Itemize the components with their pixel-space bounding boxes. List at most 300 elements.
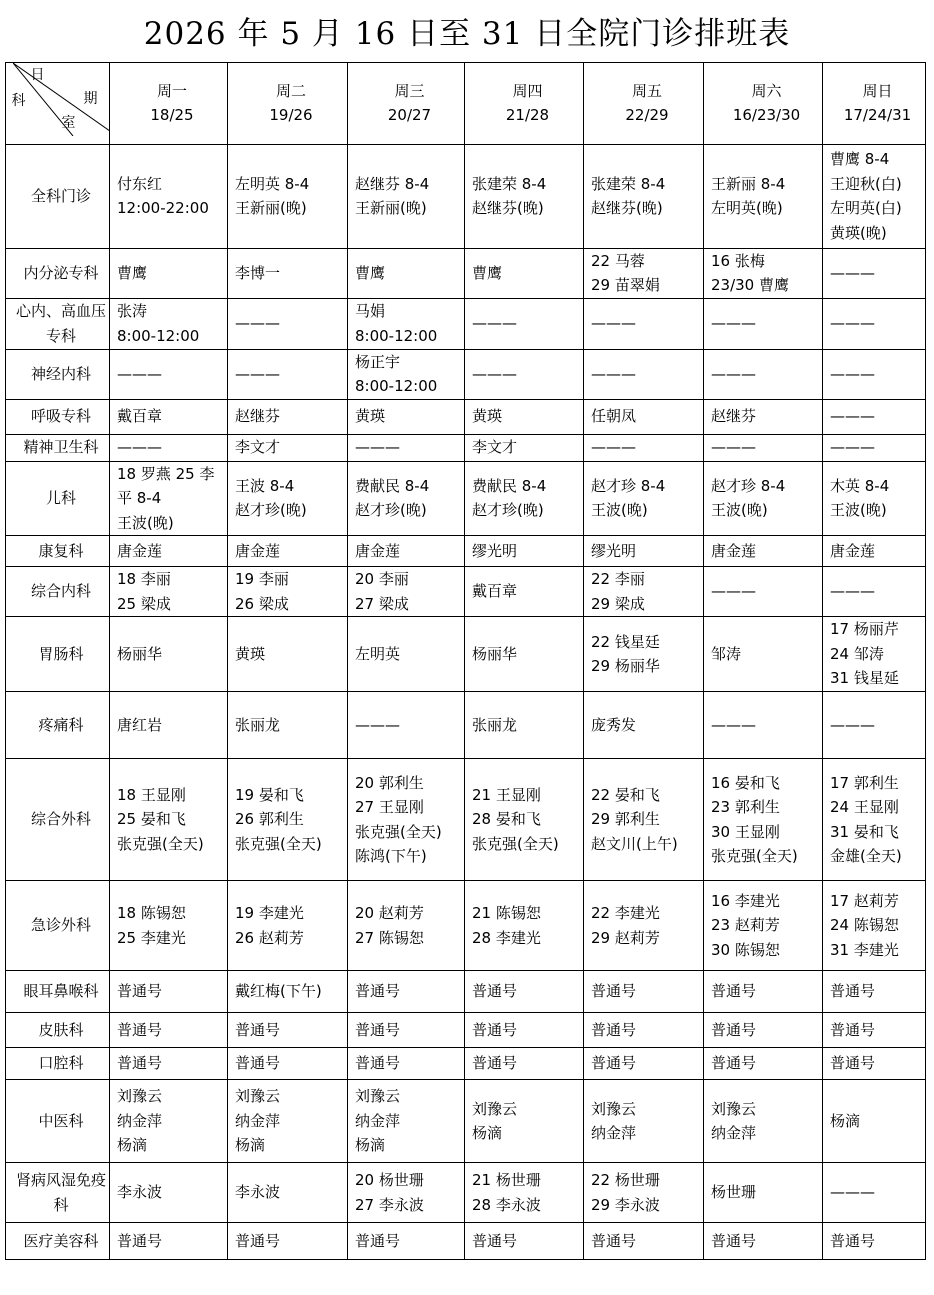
doctor-entry: 纳金萍 xyxy=(711,1124,757,1142)
doctor-entry: ——— xyxy=(830,407,875,426)
schedule-cell xyxy=(110,1163,228,1223)
schedule-cell xyxy=(584,617,704,692)
doctor-entry: ——— xyxy=(235,364,280,383)
doctor-entry: 22 晏和飞 xyxy=(591,785,660,804)
schedule-cell xyxy=(110,881,228,971)
day-header xyxy=(110,63,228,145)
doctor-entry: ——— xyxy=(830,715,875,734)
doctor-entry: 29 梁成 xyxy=(591,594,645,613)
department-name: 心内、高血压专科 xyxy=(6,298,110,349)
schedule-cell xyxy=(110,1080,228,1163)
department-name: 医疗美容科 xyxy=(6,1223,110,1260)
schedule-cell xyxy=(704,692,823,759)
schedule-cell xyxy=(823,1163,926,1223)
schedule-cell xyxy=(110,1013,228,1048)
schedule-cell xyxy=(228,248,348,298)
schedule-cell xyxy=(465,434,584,461)
page-title: 2026 年 5 月 16 日至 31 日全院门诊排班表 xyxy=(143,16,791,52)
doctor-entry: ——— xyxy=(591,314,636,333)
doctor-entry: ——— xyxy=(355,438,400,457)
doctor-entry: 王新丽(晚) xyxy=(235,199,307,217)
doctor-entry: 王波(晚) xyxy=(711,501,768,520)
doctor-entry: 赵文川(上午) xyxy=(591,834,678,853)
doctor-entry: 8:00-12:00 xyxy=(117,326,200,345)
doctor-entry: 纳金萍 xyxy=(591,1124,637,1142)
doctor-entry: 普通号 xyxy=(472,982,518,1001)
doctor-entry: 普通号 xyxy=(472,1231,518,1250)
schedule-cell xyxy=(465,1013,584,1048)
doctor-entry: 曹鹰 8-4 xyxy=(830,150,890,168)
day-header xyxy=(228,63,348,145)
doctor-entry: 左明英 xyxy=(355,644,401,663)
doctor-entry: 曹鹰 xyxy=(117,263,148,282)
schedule-cell xyxy=(348,461,465,536)
doctor-entry: 张克强(全天) xyxy=(711,847,798,865)
schedule-cell xyxy=(584,1013,704,1048)
schedule-cell xyxy=(704,298,823,349)
schedule-cell xyxy=(704,349,823,399)
doctor-entry: 杨滴 xyxy=(472,1124,503,1142)
doctor-entry: 26 梁成 xyxy=(235,594,289,613)
schedule-cell xyxy=(584,144,704,248)
doctor-entry: 杨滴 xyxy=(235,1136,266,1155)
schedule-cell xyxy=(823,692,926,759)
table-row xyxy=(6,617,926,692)
doctor-entry: 杨世珊 xyxy=(711,1183,757,1202)
doctor-entry: 普通号 xyxy=(235,1020,281,1039)
doctor-entry: 赵继芬 8-4 xyxy=(355,174,430,193)
doctor-entry: 木英 8-4 xyxy=(830,476,890,495)
doctor-entry: 黄瑛 xyxy=(235,644,266,663)
doctor-entry: 赵继芬(晚) xyxy=(472,199,544,217)
doctor-entry: 王波 8-4 xyxy=(235,476,295,495)
doctor-entry: 左明英 8-4 xyxy=(235,174,310,193)
schedule-cell xyxy=(704,1080,823,1163)
schedule-cell xyxy=(704,434,823,461)
doctor-entry: 24 邹涛 xyxy=(830,644,884,663)
schedule-cell xyxy=(228,298,348,349)
doctor-entry: ——— xyxy=(235,314,280,333)
doctor-entry: 唐金莲 xyxy=(117,541,163,560)
schedule-cell xyxy=(704,399,823,434)
doctor-entry: 赵才珍(晚) xyxy=(235,501,307,520)
doctor-entry: 26 赵莉芳 xyxy=(235,928,304,947)
doctor-entry: 26 郭利生 xyxy=(235,810,304,829)
schedule-cell xyxy=(348,1163,465,1223)
schedule-cell xyxy=(348,1223,465,1260)
day-name: 周日 xyxy=(862,81,893,100)
table-row xyxy=(6,759,926,881)
corner-label-dept: 科 xyxy=(11,92,26,109)
doctor-entry: 30 陈锡恕 xyxy=(711,940,780,959)
day-dates: 16/23/30 xyxy=(732,106,801,125)
doctor-entry: 普通号 xyxy=(830,1054,876,1073)
doctor-entry: 28 晏和飞 xyxy=(472,810,541,829)
schedule-cell xyxy=(584,1080,704,1163)
doctor-entry: 费献民 8-4 xyxy=(472,476,547,495)
doctor-entry: 赵才珍 8-4 xyxy=(711,476,786,495)
doctor-entry: 20 杨世珊 xyxy=(355,1171,424,1189)
schedule-cell xyxy=(110,971,228,1013)
schedule-cell xyxy=(823,298,926,349)
doctor-entry: 27 王显刚 xyxy=(355,798,424,816)
schedule-cell xyxy=(228,349,348,399)
schedule-cell xyxy=(823,144,926,248)
doctor-entry: 黄瑛 xyxy=(355,407,386,426)
doctor-entry: 王波(晚) xyxy=(591,501,648,520)
doctor-entry: 唐金莲 xyxy=(711,541,757,560)
schedule-cell xyxy=(228,144,348,248)
department-name: 皮肤科 xyxy=(6,1013,110,1048)
schedule-cell xyxy=(110,759,228,881)
doctor-entry: 唐金莲 xyxy=(355,541,401,560)
schedule-cell xyxy=(228,881,348,971)
doctor-entry: 黄瑛(晚) xyxy=(830,223,887,242)
doctor-entry: 普通号 xyxy=(830,1231,876,1250)
doctor-entry: 纳金萍 xyxy=(355,1111,401,1130)
doctor-entry: 邹涛 xyxy=(711,644,742,663)
department-name: 神经内科 xyxy=(6,349,110,399)
table-row xyxy=(6,1163,926,1223)
schedule-cell xyxy=(584,248,704,298)
doctor-entry: 31 晏和飞 xyxy=(830,822,899,841)
doctor-entry: 普通号 xyxy=(235,1231,281,1250)
doctor-entry: ——— xyxy=(117,364,162,383)
doctor-entry: 缪光明 xyxy=(591,541,637,560)
schedule-cell xyxy=(584,1223,704,1260)
doctor-entry: 23 郭利生 xyxy=(711,798,780,816)
day-header xyxy=(584,63,704,145)
schedule-cell xyxy=(704,1013,823,1048)
doctor-entry: 杨滴 xyxy=(117,1136,148,1155)
schedule-table xyxy=(5,62,926,1260)
doctor-entry: 17 杨丽芹 xyxy=(830,620,899,639)
schedule-cell xyxy=(110,399,228,434)
schedule-cell xyxy=(823,461,926,536)
department-name: 综合外科 xyxy=(6,759,110,881)
doctor-entry: 张克强(全天) xyxy=(235,834,322,853)
doctor-entry: 李文才 xyxy=(472,438,518,457)
schedule-cell xyxy=(584,461,704,536)
corner-label-period: 期 xyxy=(83,90,98,107)
doctor-entry: 23/30 曹鹰 xyxy=(711,276,789,294)
doctor-entry: 27 陈锡恕 xyxy=(355,928,424,947)
schedule-cell xyxy=(465,248,584,298)
doctor-entry: 21 杨世珊 xyxy=(472,1171,541,1189)
schedule-cell xyxy=(704,881,823,971)
schedule-cell xyxy=(465,536,584,567)
schedule-cell xyxy=(465,144,584,248)
doctor-entry: 赵才珍(晚) xyxy=(472,501,544,520)
schedule-cell xyxy=(110,692,228,759)
doctor-entry: 刘豫云 xyxy=(472,1099,518,1118)
schedule-cell xyxy=(110,434,228,461)
doctor-entry: 普通号 xyxy=(117,982,163,1001)
doctor-entry: 杨正宇 xyxy=(355,352,401,371)
schedule-cell xyxy=(465,1163,584,1223)
schedule-cell xyxy=(228,536,348,567)
department-name: 疼痛科 xyxy=(6,692,110,759)
doctor-entry: 戴红梅(下午) xyxy=(235,982,322,1001)
table-row xyxy=(6,1013,926,1048)
day-dates: 19/26 xyxy=(269,106,313,125)
schedule-cell xyxy=(465,349,584,399)
doctor-entry: 19 李丽 xyxy=(235,570,289,588)
doctor-entry: 赵继芬 xyxy=(711,407,757,426)
doctor-entry: 19 晏和飞 xyxy=(235,785,304,804)
doctor-entry: 赵才珍 8-4 xyxy=(591,476,666,495)
table-row xyxy=(6,1223,926,1260)
table-row xyxy=(6,461,926,536)
schedule-cell xyxy=(704,1223,823,1260)
doctor-entry: 8:00-12:00 xyxy=(355,326,438,345)
doctor-entry: 曹鹰 xyxy=(472,263,503,282)
doctor-entry: 李文才 xyxy=(235,438,281,457)
schedule-cell xyxy=(465,461,584,536)
schedule-cell xyxy=(823,567,926,617)
doctor-entry: 普通号 xyxy=(830,982,876,1001)
doctor-entry: 赵继芬 xyxy=(235,407,281,426)
doctor-entry: ——— xyxy=(355,715,400,734)
doctor-entry: 普通号 xyxy=(591,1231,637,1250)
doctor-entry: 29 苗翠娟 xyxy=(591,276,660,294)
schedule-cell xyxy=(823,1048,926,1080)
doctor-entry: 普通号 xyxy=(355,1231,401,1250)
table-row xyxy=(6,144,926,248)
schedule-cell xyxy=(704,248,823,298)
doctor-entry: 杨丽华 xyxy=(117,644,163,663)
schedule-cell xyxy=(704,567,823,617)
header-row xyxy=(6,63,926,145)
schedule-cell xyxy=(348,567,465,617)
doctor-entry: 马娟 xyxy=(355,302,386,320)
day-header xyxy=(704,63,823,145)
doctor-entry: 12:00-22:00 xyxy=(117,199,209,217)
schedule-cell xyxy=(465,1080,584,1163)
schedule-cell xyxy=(465,971,584,1013)
schedule-cell xyxy=(584,399,704,434)
schedule-cell xyxy=(228,461,348,536)
doctor-entry: 费献民 8-4 xyxy=(355,476,430,495)
doctor-entry: 31 李建光 xyxy=(830,940,899,959)
doctor-entry: ——— xyxy=(711,438,756,457)
doctor-entry: 黄瑛 xyxy=(472,407,503,426)
doctor-entry: 普通号 xyxy=(117,1231,163,1250)
doctor-entry: 普通号 xyxy=(830,1020,876,1039)
doctor-entry: 18 罗燕 25 李 xyxy=(117,464,215,483)
doctor-entry: 金雄(全天) xyxy=(830,847,902,865)
doctor-entry: 李永波 xyxy=(117,1183,163,1202)
department-name: 急诊外科 xyxy=(6,881,110,971)
schedule-cell xyxy=(348,298,465,349)
schedule-cell xyxy=(704,971,823,1013)
doctor-entry: 王波(晚) xyxy=(830,501,887,520)
doctor-entry: 刘豫云 xyxy=(711,1099,757,1118)
doctor-entry: ——— xyxy=(711,314,756,333)
schedule-cell xyxy=(823,759,926,881)
schedule-cell xyxy=(704,617,823,692)
doctor-entry: 张建荣 8-4 xyxy=(591,174,666,193)
schedule-cell xyxy=(823,617,926,692)
schedule-cell xyxy=(584,881,704,971)
doctor-entry: 戴百章 xyxy=(472,582,518,601)
day-name: 周三 xyxy=(394,81,425,100)
schedule-cell xyxy=(348,399,465,434)
day-dates: 21/28 xyxy=(505,106,550,125)
doctor-entry: 普通号 xyxy=(591,1020,637,1039)
schedule-cell xyxy=(704,144,823,248)
doctor-entry: 20 赵莉芳 xyxy=(355,904,424,922)
doctor-entry: 纳金萍 xyxy=(117,1111,163,1130)
schedule-cell xyxy=(823,881,926,971)
table-row xyxy=(6,881,926,971)
doctor-entry: ——— xyxy=(591,364,636,383)
department-name: 口腔科 xyxy=(6,1048,110,1080)
doctor-entry: 23 赵莉芳 xyxy=(711,916,780,935)
schedule-cell xyxy=(465,567,584,617)
day-header xyxy=(823,63,926,145)
schedule-cell xyxy=(348,144,465,248)
schedule-cell xyxy=(110,298,228,349)
doctor-entry: 8:00-12:00 xyxy=(355,377,438,395)
schedule-cell xyxy=(110,617,228,692)
schedule-cell xyxy=(228,692,348,759)
schedule-cell xyxy=(110,144,228,248)
doctor-entry: 普通号 xyxy=(355,1054,401,1073)
schedule-cell xyxy=(465,759,584,881)
schedule-cell xyxy=(348,617,465,692)
doctor-entry: ——— xyxy=(830,582,875,601)
doctor-entry: 普通号 xyxy=(117,1054,163,1073)
doctor-entry: 缪光明 xyxy=(472,541,518,560)
doctor-entry: 29 赵莉芳 xyxy=(591,928,660,947)
schedule-cell xyxy=(823,434,926,461)
day-header xyxy=(465,63,584,145)
doctor-entry: 普通号 xyxy=(355,1020,401,1039)
schedule-cell xyxy=(704,1163,823,1223)
doctor-entry: 赵才珍(晚) xyxy=(355,501,427,520)
day-dates: 17/24/31 xyxy=(843,106,912,125)
doctor-entry: 25 晏和飞 xyxy=(117,810,186,829)
doctor-entry: ——— xyxy=(711,582,756,601)
department-name: 全科门诊 xyxy=(6,144,110,248)
doctor-entry: 平 8-4 xyxy=(117,489,162,507)
doctor-entry: ——— xyxy=(591,438,636,457)
schedule-body xyxy=(6,144,926,1260)
doctor-entry: 王新丽(晚) xyxy=(355,199,427,217)
doctor-entry: 29 郭利生 xyxy=(591,810,660,829)
schedule-cell xyxy=(584,971,704,1013)
schedule-cell xyxy=(228,759,348,881)
doctor-entry: 普通号 xyxy=(711,1054,757,1073)
doctor-entry: 普通号 xyxy=(355,982,401,1001)
schedule-cell xyxy=(465,692,584,759)
doctor-entry: 16 晏和飞 xyxy=(711,773,780,792)
table-row xyxy=(6,349,926,399)
department-name: 眼耳鼻喉科 xyxy=(6,971,110,1013)
schedule-cell xyxy=(110,1048,228,1080)
table-row xyxy=(6,536,926,567)
doctor-entry: 普通号 xyxy=(711,1231,757,1250)
table-row xyxy=(6,692,926,759)
doctor-entry: 24 王显刚 xyxy=(830,798,899,816)
doctor-entry: 李博一 xyxy=(235,263,281,282)
schedule-cell xyxy=(348,349,465,399)
doctor-entry: 王新丽 8-4 xyxy=(711,174,786,193)
doctor-entry: 28 李永波 xyxy=(472,1195,541,1214)
doctor-entry: 刘豫云 xyxy=(117,1087,163,1106)
doctor-entry: 29 杨丽华 xyxy=(591,657,660,675)
schedule-cell xyxy=(704,1048,823,1080)
schedule-cell xyxy=(584,1048,704,1080)
doctor-entry: 18 李丽 xyxy=(117,570,171,588)
doctor-entry: ——— xyxy=(830,364,875,383)
doctor-entry: ——— xyxy=(472,364,517,383)
day-name: 周一 xyxy=(156,81,187,100)
doctor-entry: 王迎秋(白) xyxy=(830,174,902,193)
schedule-cell xyxy=(228,1223,348,1260)
doctor-entry: 21 陈锡恕 xyxy=(472,904,541,922)
doctor-entry: 21 王显刚 xyxy=(472,785,541,804)
doctor-entry: 赵继芬(晚) xyxy=(591,199,663,217)
day-header xyxy=(348,63,465,145)
doctor-entry: 杨滴 xyxy=(830,1111,861,1130)
schedule-cell xyxy=(348,759,465,881)
schedule-cell xyxy=(228,567,348,617)
schedule-cell xyxy=(584,349,704,399)
table-row xyxy=(6,298,926,349)
schedule-cell xyxy=(584,1163,704,1223)
schedule-cell xyxy=(228,1013,348,1048)
schedule-cell xyxy=(348,881,465,971)
schedule-cell xyxy=(348,248,465,298)
doctor-entry: 杨滴 xyxy=(355,1136,386,1155)
schedule-cell xyxy=(465,881,584,971)
doctor-entry: 16 张梅 xyxy=(711,251,765,270)
department-name: 肾病风湿免疫科 xyxy=(6,1163,110,1223)
doctor-entry: ——— xyxy=(711,364,756,383)
doctor-entry: 20 李丽 xyxy=(355,570,409,588)
schedule-cell xyxy=(228,1163,348,1223)
doctor-entry: 17 赵莉芳 xyxy=(830,891,899,910)
doctor-entry: 左明英(白) xyxy=(830,199,902,217)
doctor-entry: 张建荣 8-4 xyxy=(472,174,547,193)
doctor-entry: 28 李建光 xyxy=(472,928,541,947)
doctor-entry: 左明英(晚) xyxy=(711,199,783,217)
doctor-entry: 张丽龙 xyxy=(235,715,281,734)
department-name: 综合内科 xyxy=(6,567,110,617)
schedule-cell xyxy=(110,461,228,536)
doctor-entry: 22 马蓉 xyxy=(591,251,645,270)
corner-label-day: 日 xyxy=(30,66,45,83)
doctor-entry: 22 李丽 xyxy=(591,570,645,588)
doctor-entry: 张克强(全天) xyxy=(472,834,559,853)
doctor-entry: 刘豫云 xyxy=(591,1099,637,1118)
department-name: 内分泌专科 xyxy=(6,248,110,298)
schedule-cell xyxy=(465,399,584,434)
table-row xyxy=(6,248,926,298)
schedule-cell xyxy=(228,971,348,1013)
doctor-entry: 22 李建光 xyxy=(591,904,660,922)
day-name: 周二 xyxy=(275,81,306,100)
doctor-entry: 16 李建光 xyxy=(711,891,780,910)
doctor-entry: 付东红 xyxy=(117,174,163,193)
doctor-entry: 庞秀发 xyxy=(591,715,637,734)
table-row xyxy=(6,971,926,1013)
schedule-cell xyxy=(228,1080,348,1163)
corner-header xyxy=(6,63,110,145)
doctor-entry: 30 王显刚 xyxy=(711,822,780,841)
